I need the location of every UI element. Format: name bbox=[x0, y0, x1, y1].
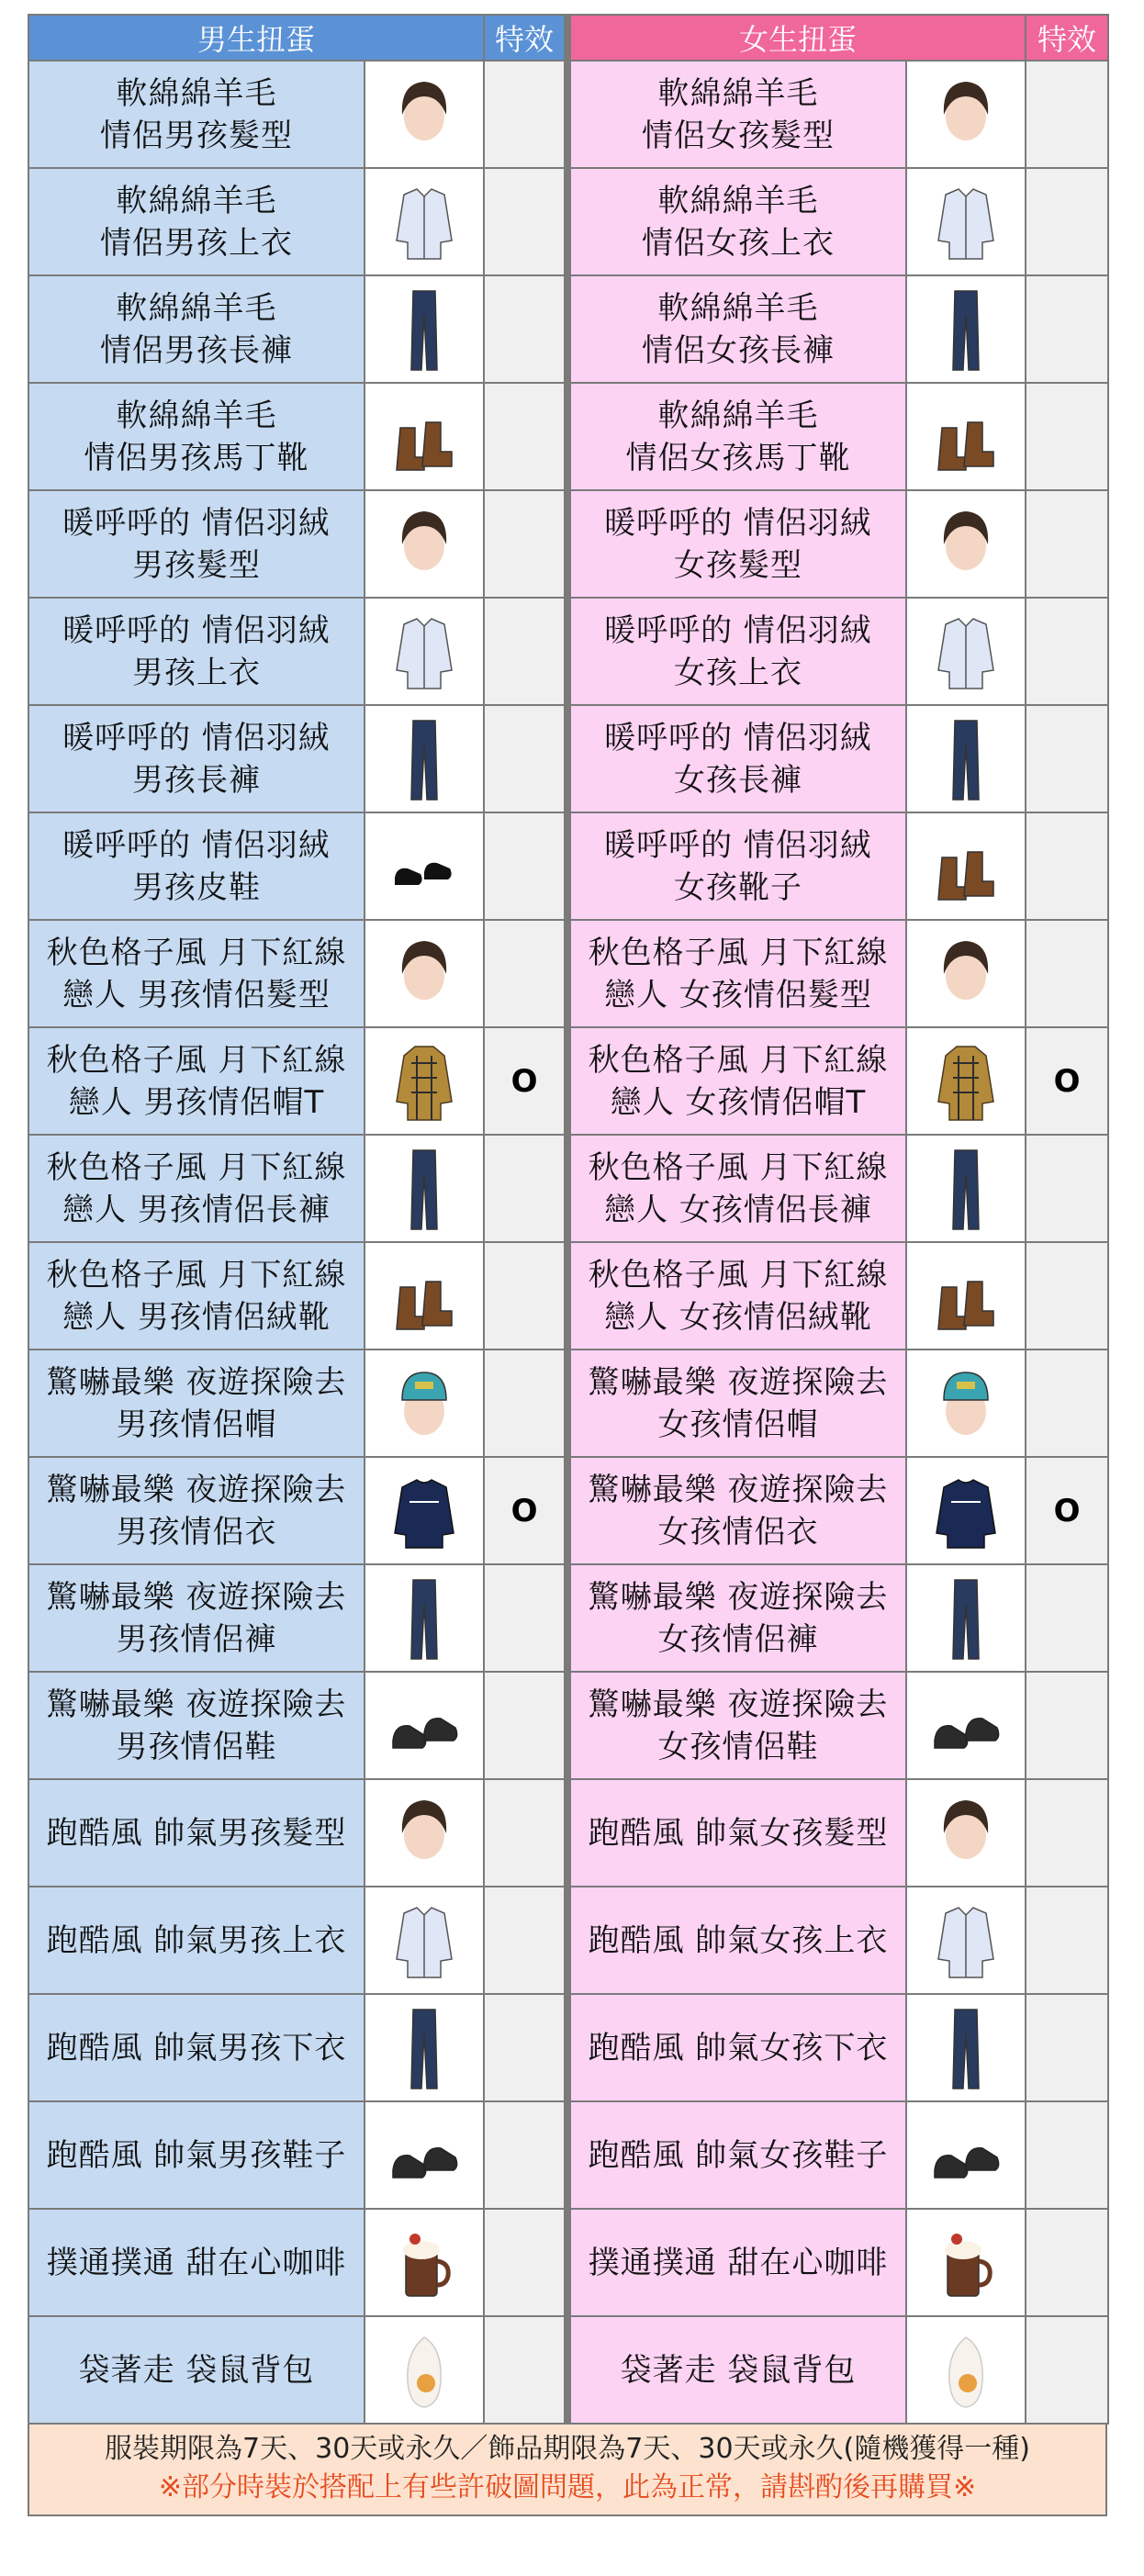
girl-item-image bbox=[906, 275, 1026, 383]
boy-item-name: 暖呼呼的 情侶羽絨 男孩皮鞋 bbox=[28, 812, 365, 920]
hair-icon bbox=[365, 1787, 483, 1879]
boy-item-image bbox=[365, 168, 484, 275]
boots-icon bbox=[907, 821, 1025, 913]
boy-item-name: 軟綿綿羊毛 情侶男孩長褲 bbox=[28, 275, 365, 383]
girl-item-image bbox=[906, 920, 1026, 1027]
boy-effect-mark bbox=[484, 1564, 565, 1672]
boy-effect-mark bbox=[484, 168, 565, 275]
girl-effect-mark bbox=[1026, 2209, 1108, 2316]
boy-item-name: 撲通撲通 甜在心咖啡 bbox=[28, 2209, 365, 2316]
table-row bbox=[28, 920, 1108, 1027]
boy-item-image bbox=[365, 2101, 484, 2209]
gacha-list bbox=[28, 14, 1107, 2516]
girl-item-name: 暖呼呼的 情侶羽絨 女孩長褲 bbox=[570, 705, 906, 812]
table-row bbox=[28, 61, 1108, 168]
table-header-row bbox=[28, 15, 1108, 61]
jacket-icon bbox=[365, 176, 483, 268]
boy-item-name: 暖呼呼的 情侶羽絨 男孩上衣 bbox=[28, 598, 365, 705]
coffee-mug-icon bbox=[365, 2217, 483, 2309]
boy-item-name: 軟綿綿羊毛 情侶男孩馬丁靴 bbox=[28, 383, 365, 490]
girl-item-image bbox=[906, 168, 1026, 275]
boy-item-name: 跑酷風 帥氣男孩鞋子 bbox=[28, 2101, 365, 2209]
boy-effect-mark bbox=[484, 275, 565, 383]
boy-effect-mark bbox=[484, 1135, 565, 1242]
girl-item-name: 軟綿綿羊毛 情侶女孩髮型 bbox=[570, 61, 906, 168]
jacket-icon bbox=[365, 606, 483, 698]
pants-icon bbox=[365, 284, 483, 375]
pants-icon bbox=[907, 713, 1025, 805]
jacket-icon bbox=[365, 1895, 483, 1987]
hair-icon bbox=[365, 69, 483, 161]
girl-gacha-header: 女生扭蛋 bbox=[570, 15, 1026, 61]
boy-item-name: 秋色格子風 月下紅線 戀人 男孩情侶帽T bbox=[28, 1027, 365, 1135]
girl-effect-mark bbox=[1026, 1887, 1108, 1994]
hair-icon bbox=[907, 1787, 1025, 1879]
boy-item-image bbox=[365, 598, 484, 705]
table-row bbox=[28, 1027, 1108, 1135]
boy-item-image bbox=[365, 383, 484, 490]
girl-effect-mark bbox=[1026, 275, 1108, 383]
boy-effect-mark bbox=[484, 2209, 565, 2316]
boy-item-name: 暖呼呼的 情侶羽絨 男孩長褲 bbox=[28, 705, 365, 812]
girl-item-image bbox=[906, 1350, 1026, 1457]
girl-item-name: 暖呼呼的 情侶羽絨 女孩上衣 bbox=[570, 598, 906, 705]
boy-effect-mark bbox=[484, 1779, 565, 1887]
clipping-warning: ※部分時裝於搭配上有些許破圖問題，此為正常，請斟酌後再購買※ bbox=[158, 2471, 977, 2503]
girl-item-name: 軟綿綿羊毛 情侶女孩上衣 bbox=[570, 168, 906, 275]
kangaroo-backpack-icon bbox=[907, 2324, 1025, 2416]
girl-item-image bbox=[906, 598, 1026, 705]
table-row bbox=[28, 1994, 1108, 2101]
girl-effect-mark bbox=[1026, 383, 1108, 490]
girl-effect-mark bbox=[1026, 61, 1108, 168]
pants-icon bbox=[365, 1573, 483, 1664]
boy-item-image bbox=[365, 1887, 484, 1994]
boy-item-name: 跑酷風 帥氣男孩上衣 bbox=[28, 1887, 365, 1994]
girl-item-name: 秋色格子風 月下紅線 戀人 女孩情侶帽T bbox=[570, 1027, 906, 1135]
girl-effect-mark bbox=[1026, 598, 1108, 705]
girl-item-image bbox=[906, 705, 1026, 812]
girl-item-name: 秋色格子風 月下紅線 戀人 女孩情侶絨靴 bbox=[570, 1242, 906, 1350]
boy-effect-mark bbox=[484, 598, 565, 705]
duration-note: 服裝期限為7天、30天或永久／飾品期限為7天、30天或永久(隨機獲得一種) bbox=[105, 2433, 1030, 2465]
girl-item-name: 軟綿綿羊毛 情侶女孩長褲 bbox=[570, 275, 906, 383]
girl-item-image bbox=[906, 2316, 1026, 2424]
girl-item-name: 跑酷風 帥氣女孩鞋子 bbox=[570, 2101, 906, 2209]
girl-item-name: 軟綿綿羊毛 情侶女孩馬丁靴 bbox=[570, 383, 906, 490]
hoodie-icon bbox=[907, 1036, 1025, 1127]
girl-item-image bbox=[906, 2101, 1026, 2209]
girl-item-image bbox=[906, 383, 1026, 490]
girl-item-name: 跑酷風 帥氣女孩下衣 bbox=[570, 1994, 906, 2101]
boy-item-name: 軟綿綿羊毛 情侶男孩上衣 bbox=[28, 168, 365, 275]
gacha-table bbox=[28, 14, 1109, 2425]
boy-effect-mark bbox=[484, 812, 565, 920]
girl-effect-mark bbox=[1026, 1350, 1108, 1457]
table-row bbox=[28, 812, 1108, 920]
boy-item-name: 軟綿綿羊毛 情侶男孩髮型 bbox=[28, 61, 365, 168]
girl-item-name: 跑酷風 帥氣女孩上衣 bbox=[570, 1887, 906, 1994]
boy-effect-mark bbox=[484, 1350, 565, 1457]
girl-item-image bbox=[906, 1135, 1026, 1242]
table-row bbox=[28, 2316, 1108, 2424]
girl-item-image bbox=[906, 490, 1026, 598]
boy-item-image bbox=[365, 812, 484, 920]
pants-icon bbox=[907, 1573, 1025, 1664]
girl-effect-mark bbox=[1026, 2316, 1108, 2424]
boots-icon bbox=[365, 1250, 483, 1342]
jacket-icon bbox=[907, 1895, 1025, 1987]
table-row bbox=[28, 2101, 1108, 2209]
girl-effect-mark bbox=[1026, 1135, 1108, 1242]
boy-item-name: 秋色格子風 月下紅線 戀人 男孩情侶髮型 bbox=[28, 920, 365, 1027]
hair-icon bbox=[907, 928, 1025, 1020]
girl-item-name: 驚嚇最樂 夜遊探險去 女孩情侶衣 bbox=[570, 1457, 906, 1564]
girl-effect-mark bbox=[1026, 812, 1108, 920]
girl-item-name: 撲通撲通 甜在心咖啡 bbox=[570, 2209, 906, 2316]
girl-item-image bbox=[906, 1457, 1026, 1564]
boy-effect-header: 特效 bbox=[484, 15, 565, 61]
pants-icon bbox=[907, 284, 1025, 375]
girl-item-image bbox=[906, 2209, 1026, 2316]
girl-item-name: 驚嚇最樂 夜遊探險去 女孩情侶帽 bbox=[570, 1350, 906, 1457]
boy-item-name: 驚嚇最樂 夜遊探險去 男孩情侶衣 bbox=[28, 1457, 365, 1564]
girl-item-name: 袋著走 袋鼠背包 bbox=[570, 2316, 906, 2424]
girl-item-name: 驚嚇最樂 夜遊探險去 女孩情侶鞋 bbox=[570, 1672, 906, 1779]
hair-icon bbox=[907, 498, 1025, 590]
kangaroo-backpack-icon bbox=[365, 2324, 483, 2416]
table-row bbox=[28, 1672, 1108, 1779]
table-row bbox=[28, 1457, 1108, 1564]
girl-effect-mark bbox=[1026, 1994, 1108, 2101]
girl-item-name: 秋色格子風 月下紅線 戀人 女孩情侶髮型 bbox=[570, 920, 906, 1027]
boy-item-image bbox=[365, 275, 484, 383]
boy-item-name: 秋色格子風 月下紅線 戀人 男孩情侶長褲 bbox=[28, 1135, 365, 1242]
sneakers-icon bbox=[907, 1680, 1025, 1772]
cap-icon bbox=[907, 1358, 1025, 1450]
girl-item-name: 驚嚇最樂 夜遊探險去 女孩情侶褲 bbox=[570, 1564, 906, 1672]
boy-item-image bbox=[365, 920, 484, 1027]
girl-item-image bbox=[906, 1242, 1026, 1350]
boots-icon bbox=[365, 391, 483, 483]
boy-item-image bbox=[365, 1672, 484, 1779]
boy-item-image bbox=[365, 1242, 484, 1350]
boy-effect-mark bbox=[484, 1994, 565, 2101]
table-row bbox=[28, 2209, 1108, 2316]
boy-effect-mark bbox=[484, 705, 565, 812]
girl-effect-mark bbox=[1026, 1242, 1108, 1350]
boy-item-name: 袋著走 袋鼠背包 bbox=[28, 2316, 365, 2424]
boy-effect-mark bbox=[484, 61, 565, 168]
table-row bbox=[28, 168, 1108, 275]
boy-item-image bbox=[365, 2209, 484, 2316]
jacket-icon bbox=[907, 606, 1025, 698]
cap-icon bbox=[365, 1358, 483, 1450]
boy-effect-mark: O bbox=[484, 1457, 565, 1564]
girl-item-image bbox=[906, 1564, 1026, 1672]
girl-effect-mark bbox=[1026, 705, 1108, 812]
hoodie-icon bbox=[365, 1036, 483, 1127]
boy-item-image bbox=[365, 1564, 484, 1672]
boy-effect-mark bbox=[484, 1242, 565, 1350]
table-row bbox=[28, 705, 1108, 812]
boy-item-name: 跑酷風 帥氣男孩髮型 bbox=[28, 1779, 365, 1887]
boy-item-image bbox=[365, 61, 484, 168]
girl-effect-mark bbox=[1026, 1564, 1108, 1672]
boy-item-name: 暖呼呼的 情侶羽絨 男孩髮型 bbox=[28, 490, 365, 598]
boy-item-image bbox=[365, 1779, 484, 1887]
girl-effect-header: 特效 bbox=[1026, 15, 1108, 61]
girl-effect-mark bbox=[1026, 1672, 1108, 1779]
girl-item-name: 秋色格子風 月下紅線 戀人 女孩情侶長褲 bbox=[570, 1135, 906, 1242]
girl-item-image bbox=[906, 1672, 1026, 1779]
boy-item-name: 驚嚇最樂 夜遊探險去 男孩情侶帽 bbox=[28, 1350, 365, 1457]
table-row bbox=[28, 1135, 1108, 1242]
sweater-icon bbox=[365, 1465, 483, 1557]
sweater-icon bbox=[907, 1465, 1025, 1557]
boy-item-name: 跑酷風 帥氣男孩下衣 bbox=[28, 1994, 365, 2101]
girl-item-image bbox=[906, 1994, 1026, 2101]
pants-icon bbox=[907, 2002, 1025, 2094]
coffee-mug-icon bbox=[907, 2217, 1025, 2309]
pants-icon bbox=[907, 1143, 1025, 1235]
hair-icon bbox=[365, 498, 483, 590]
boy-item-image bbox=[365, 1027, 484, 1135]
table-row bbox=[28, 1564, 1108, 1672]
girl-effect-mark bbox=[1026, 168, 1108, 275]
girl-effect-mark bbox=[1026, 920, 1108, 1027]
pants-icon bbox=[365, 2002, 483, 2094]
boy-item-image bbox=[365, 1994, 484, 2101]
boy-item-image bbox=[365, 490, 484, 598]
jacket-icon bbox=[907, 176, 1025, 268]
table-row bbox=[28, 1779, 1108, 1887]
boy-item-name: 驚嚇最樂 夜遊探險去 男孩情侶褲 bbox=[28, 1564, 365, 1672]
sneakers-icon bbox=[365, 1680, 483, 1772]
boy-effect-mark bbox=[484, 383, 565, 490]
girl-item-name: 暖呼呼的 情侶羽絨 女孩髮型 bbox=[570, 490, 906, 598]
sneakers-icon bbox=[365, 2110, 483, 2201]
boots-icon bbox=[907, 1250, 1025, 1342]
boy-item-image bbox=[365, 2316, 484, 2424]
girl-item-image bbox=[906, 1779, 1026, 1887]
table-row bbox=[28, 1887, 1108, 1994]
boy-item-name: 秋色格子風 月下紅線 戀人 男孩情侶絨靴 bbox=[28, 1242, 365, 1350]
boots-icon bbox=[907, 391, 1025, 483]
girl-item-name: 跑酷風 帥氣女孩髮型 bbox=[570, 1779, 906, 1887]
pants-icon bbox=[365, 713, 483, 805]
table-row bbox=[28, 1242, 1108, 1350]
table-row bbox=[28, 1350, 1108, 1457]
girl-item-name: 暖呼呼的 情侶羽絨 女孩靴子 bbox=[570, 812, 906, 920]
table-row bbox=[28, 275, 1108, 383]
pants-icon bbox=[365, 1143, 483, 1235]
boy-effect-mark bbox=[484, 2101, 565, 2209]
girl-effect-mark: O bbox=[1026, 1027, 1108, 1135]
girl-effect-mark: O bbox=[1026, 1457, 1108, 1564]
boy-item-image bbox=[365, 705, 484, 812]
sneakers-icon bbox=[907, 2110, 1025, 2201]
girl-item-image bbox=[906, 61, 1026, 168]
girl-effect-mark bbox=[1026, 490, 1108, 598]
hair-icon bbox=[365, 928, 483, 1020]
boy-item-image bbox=[365, 1135, 484, 1242]
table-row bbox=[28, 490, 1108, 598]
shoes-icon bbox=[365, 821, 483, 913]
boy-item-image bbox=[365, 1457, 484, 1564]
boy-effect-mark bbox=[484, 2316, 565, 2424]
girl-item-image bbox=[906, 1887, 1026, 1994]
girl-item-image bbox=[906, 1027, 1026, 1135]
boy-effect-mark bbox=[484, 490, 565, 598]
girl-effect-mark bbox=[1026, 1779, 1108, 1887]
table-row bbox=[28, 598, 1108, 705]
boy-effect-mark bbox=[484, 920, 565, 1027]
boy-effect-mark bbox=[484, 1672, 565, 1779]
girl-item-image bbox=[906, 812, 1026, 920]
boy-effect-mark: O bbox=[484, 1027, 565, 1135]
boy-item-image bbox=[365, 1350, 484, 1457]
footer-notes bbox=[28, 2425, 1107, 2516]
boy-item-name: 驚嚇最樂 夜遊探險去 男孩情侶鞋 bbox=[28, 1672, 365, 1779]
girl-effect-mark bbox=[1026, 2101, 1108, 2209]
table-row bbox=[28, 383, 1108, 490]
boy-effect-mark bbox=[484, 1887, 565, 1994]
hair-icon bbox=[907, 69, 1025, 161]
boy-gacha-header: 男生扭蛋 bbox=[28, 15, 484, 61]
gacha-rows bbox=[28, 61, 1108, 2424]
